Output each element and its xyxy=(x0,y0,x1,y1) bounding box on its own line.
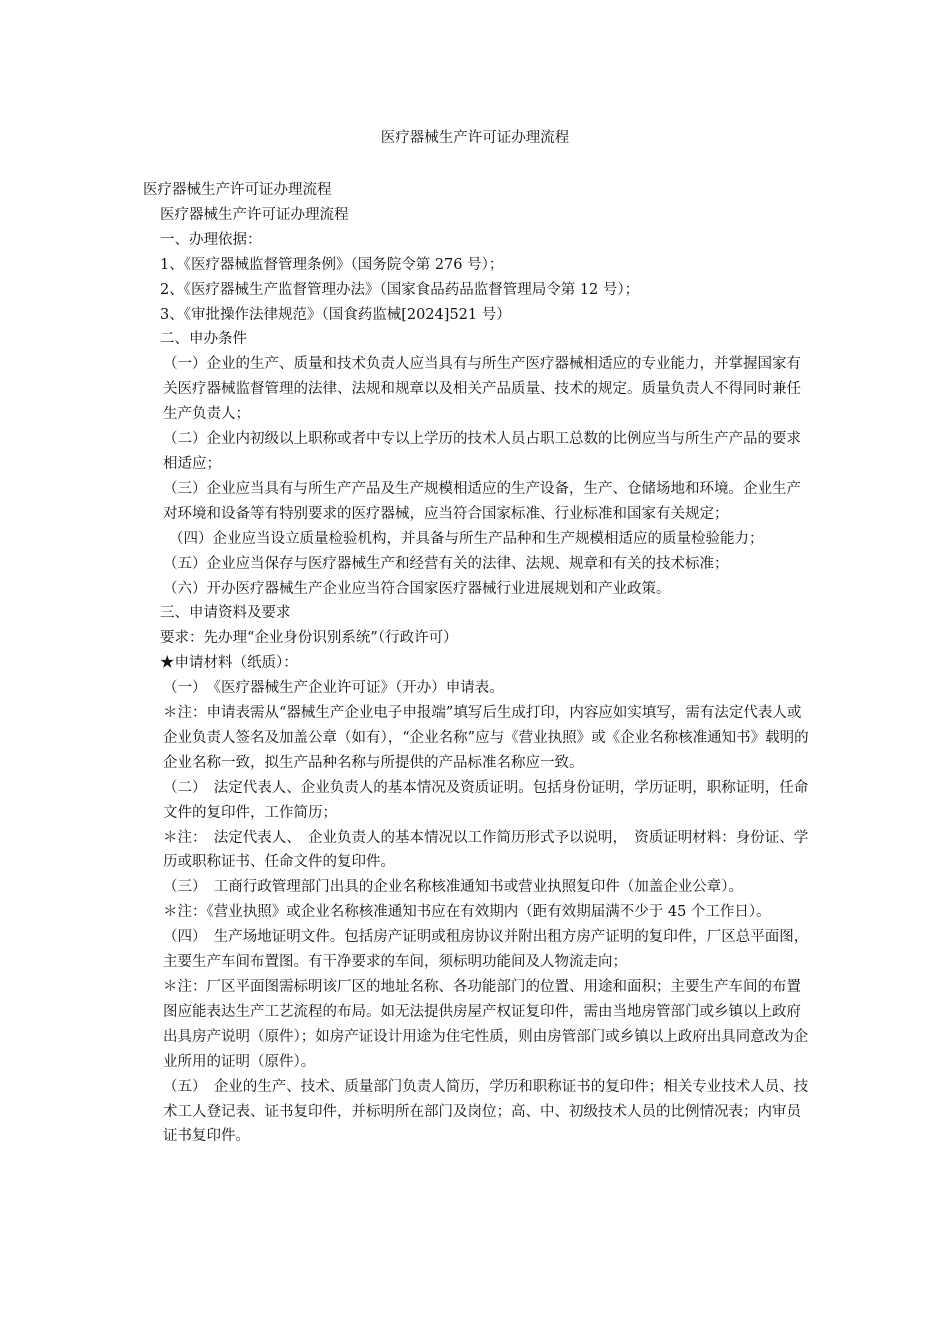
page-title: 医疗器械生产许可证办理流程 xyxy=(380,130,570,146)
section-heading: 二、申办条件 xyxy=(160,331,247,348)
list-item: 3、《审批操作法律规范》（国食药监械[2024]521 号） xyxy=(160,306,511,323)
paragraph: 要求：先办理“企业身份识别系统”（行政许可） xyxy=(160,630,458,647)
paragraph: 医疗器械生产许可证办理流程 xyxy=(160,206,349,223)
paragraph: （二）企业内初级以上职称或者中专以上学历的技术人员占职工总数的比例应当与所生产产品的要求相适应； xyxy=(163,431,801,472)
paragraph: 医疗器械生产许可证办理流程 xyxy=(143,182,332,198)
paragraph: （四） 生产场地证明文件。包括房产证明或租房协议并附出租方房产证明的复印件，厂区总平面图，主要生产车间布置图。有干净要求的车间，须标明功能间及人物流走向； xyxy=(163,929,809,971)
section-heading: 一、办理依据： xyxy=(160,231,262,248)
paragraph: ★申请材料（纸质）： xyxy=(160,655,298,672)
paragraph: （五） 企业的生产、技术、质量部门负责人简历，学历和职称证书的复印件；相关专业技术人员、技术工人登记表、证书复印件，并标明所在部门及岗位；高、中、初级技术人员的比例情况表；内审员证书复印件。 xyxy=(163,1078,809,1145)
note-paragraph: ＊注：《营业执照》或企业名称核准通知书应在有效期内（距有效期届满不少于 45 个工作日）。 xyxy=(163,904,771,921)
paragraph: （一）企业的生产、质量和技术负责人应当具有与所生产医疗器械相适应的专业能力，并掌握国家有关医疗器械监督管理的法律、法规和规章以及相关产品质量、技术的规定。质量负责人不得同时兼任生产负责人； xyxy=(163,356,801,423)
paragraph: （三） 工商行政管理部门出具的企业名称核准通知书或营业执照复印件（加盖企业公章）。 xyxy=(163,879,743,896)
document-body xyxy=(143,178,809,1149)
note-paragraph: ＊注： 法定代表人、 企业负责人的基本情况以工作简历形式予以说明， 资质证明材料：身份证、学历或职称证书、任命文件的复印件。 xyxy=(163,829,809,871)
paragraph: （四）企业应当设立质量检验机构，并具备与所生产品种和生产规模相适应的质量检验能力； xyxy=(169,530,764,547)
list-item: 1、《医疗器械监督管理条例》（国务院令第 276 号）； xyxy=(160,256,504,273)
paragraph: （二） 法定代表人、企业负责人的基本情况及资质证明。包括身份证明，学历证明，职称证明，任命文件的复印件，工作简历； xyxy=(163,779,809,821)
note-paragraph: ＊注：厂区平面图需标明该厂区的地址名称、各功能部门的位置、用途和面积；主要生产车间的布置图应能表达生产工艺流程的布局。如无法提供房屋产权证复印件，需由当地房管部门或乡镇以上政府出具房产说明（原件）；如房产证设计用途为住宅性质，则由房管部门或乡镇以上政府出具同意改为企业所用的证明（原件）。 xyxy=(163,979,809,1070)
note-paragraph: ＊注：申请表需从“器械生产企业电子申报端”填写后生成打印，内容应如实填写，需有法定代表人或企业负责人签名及加盖公章（如有），“企业名称”应与《营业执照》或《企业名称核准通知书》载明的企业名称一致，拟生产品种名称与所提供的产品标准名称应一致。 xyxy=(163,705,809,771)
paragraph: （五）企业应当保存与医疗器械生产和经营有关的法律、法规、规章和有关的技术标准； xyxy=(163,555,729,572)
paragraph: （六）开办医疗器械生产企业应当符合国家医疗器械行业进展规划和产业政策。 xyxy=(163,580,671,597)
section-heading: 三、申请资料及要求 xyxy=(160,605,291,622)
list-item: 2、《医疗器械生产监督管理办法》（国家食品药品监督管理局令第 12 号）； xyxy=(160,281,640,298)
paragraph: （三）企业应当具有与所生产产品及生产规模相适应的生产设备，生产、仓储场地和环境。企业生产对环境和设备等有特别要求的医疗器械，应当符合国家标准、行业标准和国家有关规定； xyxy=(163,480,801,522)
paragraph: （一） 《医疗器械生产企业许可证》（开办）申请表。 xyxy=(163,680,504,697)
